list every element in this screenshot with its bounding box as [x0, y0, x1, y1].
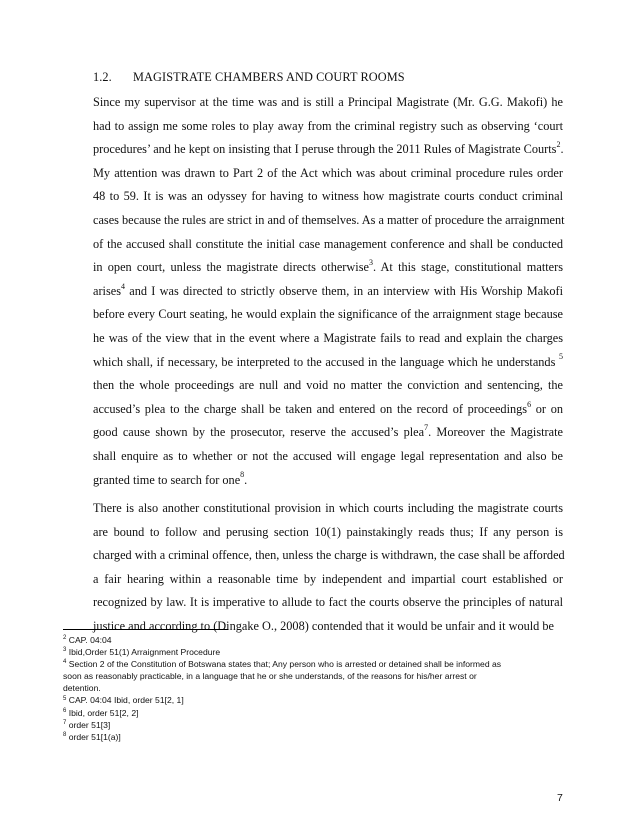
footnote	[63, 634, 563, 646]
body-paragraph-1	[93, 91, 563, 492]
footnote-ref: 5	[559, 352, 563, 362]
text-line	[93, 497, 563, 521]
footnote	[63, 646, 563, 658]
text-run: .	[560, 142, 564, 157]
text-line	[93, 138, 563, 162]
text-run: My attention was drawn to Part 2 of the Act which was about criminal procedure rules order	[93, 165, 563, 180]
footnote-number: 4	[63, 659, 67, 666]
text-run: justice and according to (Dingake O., 2008) contended that it would be unfair and it would be	[93, 618, 555, 633]
text-run: . At this stage, constitutional matters	[372, 260, 563, 275]
footnote-ref: 2	[556, 140, 561, 150]
text-line	[93, 521, 563, 545]
text-run: granted time to search for one	[93, 472, 241, 487]
text-run: cases because the rules are strict in and of themselves. As a matter of procedure the arraignment	[93, 212, 565, 227]
text-run: a fair hearing within a reasonable time by independent and impartial court established or	[93, 571, 563, 586]
text-run: had to assign me some roles to play away from the criminal registry such as observing ‘court	[93, 118, 563, 133]
footnote	[63, 707, 563, 719]
section-heading	[93, 70, 405, 85]
text-run: of the accused shall constitute the initial case management conference and shall be conducted	[93, 236, 563, 251]
text-line	[93, 421, 563, 445]
footnote	[63, 682, 563, 694]
footnote-text: Ibid,Order 51(1) Arraignment Procedure	[66, 647, 221, 658]
text-line	[93, 91, 563, 115]
footnote-ref: 7	[424, 423, 429, 433]
footnote-text: order 51[3]	[66, 719, 111, 730]
footnote-text: soon as reasonably practicable, in a language that he or she understands, of the reasons for his/her arrest or	[63, 671, 477, 682]
text-line	[93, 351, 563, 375]
footnote-ref: 3	[368, 258, 373, 268]
footnotes	[63, 634, 563, 743]
text-run: recognized by law. It is imperative to allude to fact the courts observe the principles of natural	[93, 595, 563, 610]
text-run: Since my supervisor at the time was and is still a Principal Magistrate (Mr. G.G. Makofi) he	[93, 95, 563, 109]
section-number: 1.2.	[93, 70, 112, 84]
footnote-number: 5	[63, 695, 67, 702]
text-line	[93, 327, 563, 351]
text-run: procedures’ and he kept on insisting that I peruse through the 2011 Rules of Magistrate Courts	[93, 142, 557, 157]
text-run: before every Court seating, he would explain the significance of the arraignment stage because	[93, 307, 563, 322]
text-run: . Moreover the Magistrate	[428, 425, 563, 440]
footnote-text: Ibid, order 51[2, 2]	[66, 707, 139, 718]
text-run: and I was directed to strictly observe them, in an interview with His Worship Makofi	[125, 283, 563, 298]
text-line	[93, 303, 563, 327]
footnote-text: Section 2 of the Constitution of Botswana states that; Any person who is arrested or detained shall be informed as	[66, 659, 502, 670]
text-run: in open court, unless the magistrate directs otherwise	[93, 260, 369, 275]
text-run: or on	[531, 401, 563, 416]
footnote-number: 3	[63, 647, 67, 654]
text-run: charged with a criminal offence, then, unless the charge is withdrawn, the case shall be afforded	[93, 548, 565, 563]
text-line	[93, 374, 563, 398]
footnote	[63, 719, 563, 731]
page-number: 7	[557, 792, 563, 804]
text-line	[93, 398, 563, 422]
text-run: arises	[93, 283, 121, 298]
footnote-ref: 6	[527, 399, 532, 409]
text-run: which shall, if necessary, be interpreted to the accused in the language which he understands	[93, 354, 559, 369]
body-paragraph-2	[93, 497, 563, 639]
footnote	[63, 658, 563, 670]
text-run: .	[244, 472, 248, 487]
text-run: There is also another constitutional provision in which courts including the magistrate courts	[93, 501, 563, 515]
footnote-text: order 51[1(a)]	[66, 731, 121, 742]
footnote-number: 7	[63, 719, 67, 726]
text-line	[93, 469, 563, 493]
text-line	[93, 280, 563, 304]
text-line	[93, 209, 563, 233]
footnote-text: CAP. 04:04 Ibid, order 51[2, 1]	[66, 695, 184, 706]
footnote-text: detention.	[63, 683, 101, 694]
text-line	[93, 233, 563, 257]
text-line	[93, 256, 563, 280]
footnote-number: 8	[63, 731, 67, 738]
text-line	[93, 115, 563, 139]
text-line	[93, 544, 563, 568]
footnote	[63, 670, 563, 682]
footnote-ref: 8	[240, 470, 245, 480]
footnote-number: 6	[63, 707, 67, 714]
footnote	[63, 694, 563, 706]
text-line	[93, 445, 563, 469]
text-run: accused’s plea to the charge shall be taken and entered on the record of proceedings	[93, 401, 528, 416]
footnote-text: CAP. 04:04	[66, 635, 112, 645]
text-run: 48 to 59. It is was an odyssey for having to witness how magistrate courts conduct criminal	[93, 189, 563, 204]
footnote-ref: 4	[121, 281, 125, 291]
footnote	[63, 731, 563, 743]
text-run: shall enquire as to whether or not the accused will engage legal representation and also be	[93, 448, 563, 463]
text-run: then the whole proceedings are null and void no matter the conviction and sentencing, the	[93, 378, 563, 393]
text-line	[93, 591, 563, 615]
text-run: good cause shown by the prosecutor, reserve the accused’s plea	[93, 425, 425, 440]
section-title: MAGISTRATE CHAMBERS AND COURT ROOMS	[133, 70, 405, 84]
text-line	[93, 185, 563, 209]
text-run: he was of the view that in the event where a Magistrate fails to read and explain the charges	[93, 330, 563, 345]
footnote-number: 2	[63, 635, 67, 642]
text-line	[93, 162, 563, 186]
text-line	[93, 568, 563, 592]
text-run: are bound to follow and perusing section 10(1) painstakingly reads thus; If any person is	[93, 524, 563, 539]
footnote-separator	[63, 629, 228, 630]
